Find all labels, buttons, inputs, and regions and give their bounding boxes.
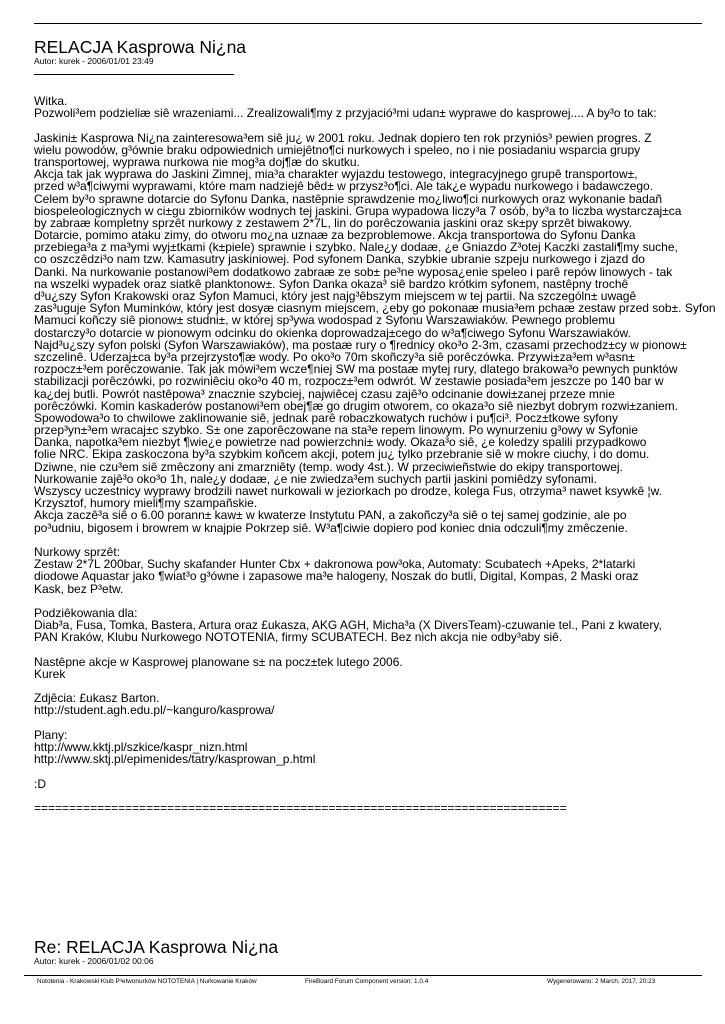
blank-line: [34, 119, 725, 131]
body-line: Zdjêcia: £ukasz Barton.: [34, 691, 160, 706]
body-line: :D: [34, 776, 46, 791]
meta-divider: [34, 74, 234, 75]
reply-author-meta: Autor: kurek - 2006/01/02 00:06: [34, 956, 154, 966]
blank-line: [34, 534, 725, 546]
body-line: ============================================================================: [34, 800, 567, 815]
body-line: zas³uguje Syfon Muminków, który jest dosyæ ciasnym miejscem, ¿eby go pokonaæ musia³em pchaæ zestaw przed sob±. Syfon: [34, 301, 716, 316]
body-line: Danki. Na nurkowanie postanowi³em dodatkowo zabraæ ze sob± pe³ne wyposa¿enie speleo i parê repów linowych - tak: [34, 264, 673, 279]
reply-title: Re: RELACJA Kasprowa Ni¿na: [34, 937, 279, 957]
body-line: Spowodowa³o to chwilowe zaklinowanie siê, jednak parê robaczkowatych ruchów i pu¶ci³. Pocz±tkowe syfony: [34, 410, 618, 425]
body-line: http://www.sktj.pl/epimenides/tatry/kasprowan_p.html: [34, 752, 316, 767]
post-header-1: [34, 38, 724, 75]
footer-rule: [24, 975, 702, 976]
body-line: porêczówki. Komin kaskaderów postanowi³em obej¶æ go drugim otworem, co okaza³o siê niezbyt dobrym rozwi±zaniem.: [34, 398, 678, 413]
body-line: Mamuci koñczy siê pionow± studni±, w której sp³ywa wodospad z Syfonu Warszawiaków. Pewnego problemu: [34, 313, 615, 328]
body-line: Dotarcie, pomimo ataku zimy, do otworu mo¿na uznaæ za bezproblemowe. Akcja transportowa do Syfonu Danka: [34, 228, 636, 243]
body-line: d³u¿szy Syfon Krakowski oraz Syfon Mamuci, który jest najg³êbszym miejscem w tej partii. Na szczególn± uwagê: [34, 289, 637, 303]
body-line: Danka, napotka³em niezbyt ¶wie¿e powietrze nad powierzchni± wody. Okaza³o siê, ¿e koledzy spalili przypadkowo: [34, 435, 647, 450]
body-line: Nastêpne akcje w Kasprowej planowane s± na pocz±tek lutego 2006.: [34, 654, 403, 669]
body-line: Celem by³o sprawne dotarcie do Syfonu Danka, nastêpnie sprawdzenie mo¿liwo¶ci nurkowych oraz wykonanie badañ: [34, 191, 663, 206]
body-line: Zestaw 2*7L 200bar, Suchy skafander Hunter Cbx + dakronowa pow³oka, Automaty: Scubatech +Apeks, 2*latarki: [34, 557, 636, 572]
body-line: biospeleologicznych w ci±gu zbiorników wodnych tej jaskini. Grupa wypadowa liczy³a 7 osób, by³a to liczba wystarczaj±ca: [34, 203, 682, 218]
body-line: Krzysztof, humory mieli¶my szampañskie.: [34, 496, 258, 511]
body-line: Pozwoli³em podzieliæ siê wrazeniami... Zrealizowali¶my z przyjació³mi udan± wyprawe do kasprowej.... A by³o to tak:: [34, 106, 657, 121]
body-line: Kask, bez P³etw.: [34, 581, 124, 596]
body-line: http://student.agh.edu.pl/~kanguro/kasprowa/: [34, 703, 275, 718]
body-line: Najd³u¿szy syfon polski (Syfon Warszawiaków), ma postaæ rury o ¶rednicy oko³o 2-3m, czasami przechodz±cy w pionow±: [34, 337, 687, 352]
footer-generated-date: Wygenerowano: 2 March, 2017, 20:23: [547, 978, 656, 985]
post-author-meta: Autor: kurek - 2006/01/01 23:49: [34, 56, 154, 66]
body-line: Witka.: [34, 94, 68, 108]
body-line: szczelinê. Uderzaj±ca by³a przejrzysto¶æ wody. Po oko³o 70m skoñczy³a siê porêczówka. Przywi±za³em w³asn±: [34, 349, 635, 364]
body-line: Akcja tak jak wyprawa do Jaskini Zimnej, mia³a charakter wyjazdu testowego, integracyjnego grupê transportow±,: [34, 167, 638, 182]
header-rule: [34, 23, 702, 24]
body-line: Akcja zaczê³a siê o 6.00 porann± kaw± w kwaterze Instytutu PAN, a zakoñczy³a siê o tej samej godzinie, ale po: [34, 508, 627, 523]
blank-line: [34, 595, 725, 607]
body-line: folie NRC. Ekipa zaskoczona by³a szybkim koñcem akcji, potem ju¿ tylko przebranie siê w mokre ciuchy, i do domu.: [34, 447, 650, 462]
body-line: wielu powodów, g³ównie braku odpowiednich umiejêtno¶ci nurkowych i speleo, no i nie posiadaniu wsparcia grupy: [34, 142, 641, 157]
footer-component-version: FireBoard Forum Component version: 1.0.4: [305, 978, 429, 985]
body-line: Kurek: [34, 666, 66, 681]
body-line: Nurkowy sprzêt:: [34, 544, 121, 559]
body-line: Podziêkowania dla:: [34, 605, 138, 620]
body-line: po³udniu, bigosem i browrem w knajpie Pokrzep siê. W³a¶ciwie dopiero pod koniec dnia odczuli¶my zmêczenie.: [34, 520, 628, 535]
post-header-2: [34, 938, 724, 966]
post-title: RELACJA Kasprowa Ni¿na: [34, 37, 247, 57]
body-line: transportowej, wyprawa nurkowa nie mog³a doj¶æ do skutku.: [34, 154, 360, 169]
body-line: Dziwne, nie czu³em siê zmêczony ani zmarzniêty (temp. wody 4st.). W przeciwieñstwie do ekipy transportowej.: [34, 459, 623, 474]
body-line: by zabraæ kompletny sprzêt nurkowy z zestawem 2*7L, lin do porêczowania jaskini oraz sk±py sprzêt biwakowy.: [34, 215, 632, 230]
body-line: przed w³a¶ciwymi wyprawami, które mam nadziejê bêd± w przysz³o¶ci. Ale tak¿e wypadu nurkowego i badawczego.: [34, 179, 654, 194]
body-line: co oszczêdzi³o nam tzw. Kamasutry jaskiniowej. Pod syfonem Danka, szybkie ubranie szpeju nurkowego i zjazd do: [34, 252, 645, 267]
body-line: Plany:: [34, 727, 68, 742]
body-line: rozpocz±³em porêczowanie. Tak jak mówi³em wcze¶niej SW ma postaæ mytej rury, dlatego brakowa³o pewnych punktów: [34, 362, 678, 377]
body-line: Diab³a, Fusa, Tomka, Bastera, Artura oraz £ukasza, AKG AGH, Micha³a (X DiversTeam)-czuwanie tel., Pani z kwatery,: [34, 618, 662, 633]
blank-line: [34, 643, 725, 655]
body-line: przep³yn±³em wracaj±c szybko. S± one zaporêczowane na sta³e repem linowym. Po wynurzeniu g³owy w Syfonie: [34, 423, 639, 438]
body-line: PAN Kraków, Klubu Nurkowego NOTOTENIA, firmy SCUBATECH. Bez nich akcja nie odby³aby siê.: [34, 630, 563, 645]
body-line: http://www.kktj.pl/szkice/kaspr_nizn.html: [34, 739, 248, 754]
body-line: przebiega³a z ma³ymi wyj±tkami (k±piele) sprawnie i szybko. Nale¿y dodaæ, ¿e Gniazdo Z³otej Kaczki zastali¶my suche,: [34, 240, 678, 255]
footer-site-name: Nototenia - Krakowski Klub P³etwonurków NOTOTENIA | Nurkowanie Kraków: [37, 978, 257, 985]
body-line: Nurkowanie zajê³o oko³o 1h, nale¿y dodaæ, ¿e nie zwiedza³em suchych partii jaskini pomiêdzy syfonami.: [34, 471, 597, 486]
blank-line: [34, 717, 725, 729]
body-line: stabilizacji porêczówki, po rozwiniêciu oko³o 40 m, rozpocz±³em odwrót. W zestawie posiada³em jeszcze po 140 bar w: [34, 374, 664, 389]
body-line: dostarczy³o dotarcie w pionowym odcinku do okienka doprowadzaj±cego do w³a¶ciwego Syfonu Warszawiaków.: [34, 325, 631, 340]
blank-line: [34, 765, 725, 777]
body-line: ka¿dej butli. Powrót nastêpowa³ znacznie szybciej, najwiêcej czasu zajê³o odcinanie dowi±zanej przeze mnie: [34, 386, 615, 401]
body-line: Jaskini± Kasprowa Ni¿na zainteresowa³em siê ju¿ w 2001 roku. Jednak dopiero ten rok przyniós³ pewien progres. Z: [34, 130, 652, 145]
body-line: Wszyscy uczestnicy wyprawy brodzili nawet nurkowali w jeziorkach po drodze, kolega Fus, otrzyma³ nawet ksywkê ¦w.: [34, 484, 663, 498]
post-body: [34, 95, 725, 814]
body-line: diodowe Aquastar jako ¶wiat³o g³ówne i zapasowe ma³e halogeny, Noszak do butli, Digital, Kompas, 2 Maski oraz: [34, 569, 639, 584]
body-line: na wszelki wypadek oraz siatkê planktonow±. Syfon Danka okaza³ siê bardzo krótkim syfonem, nastêpny trochê: [34, 276, 629, 291]
